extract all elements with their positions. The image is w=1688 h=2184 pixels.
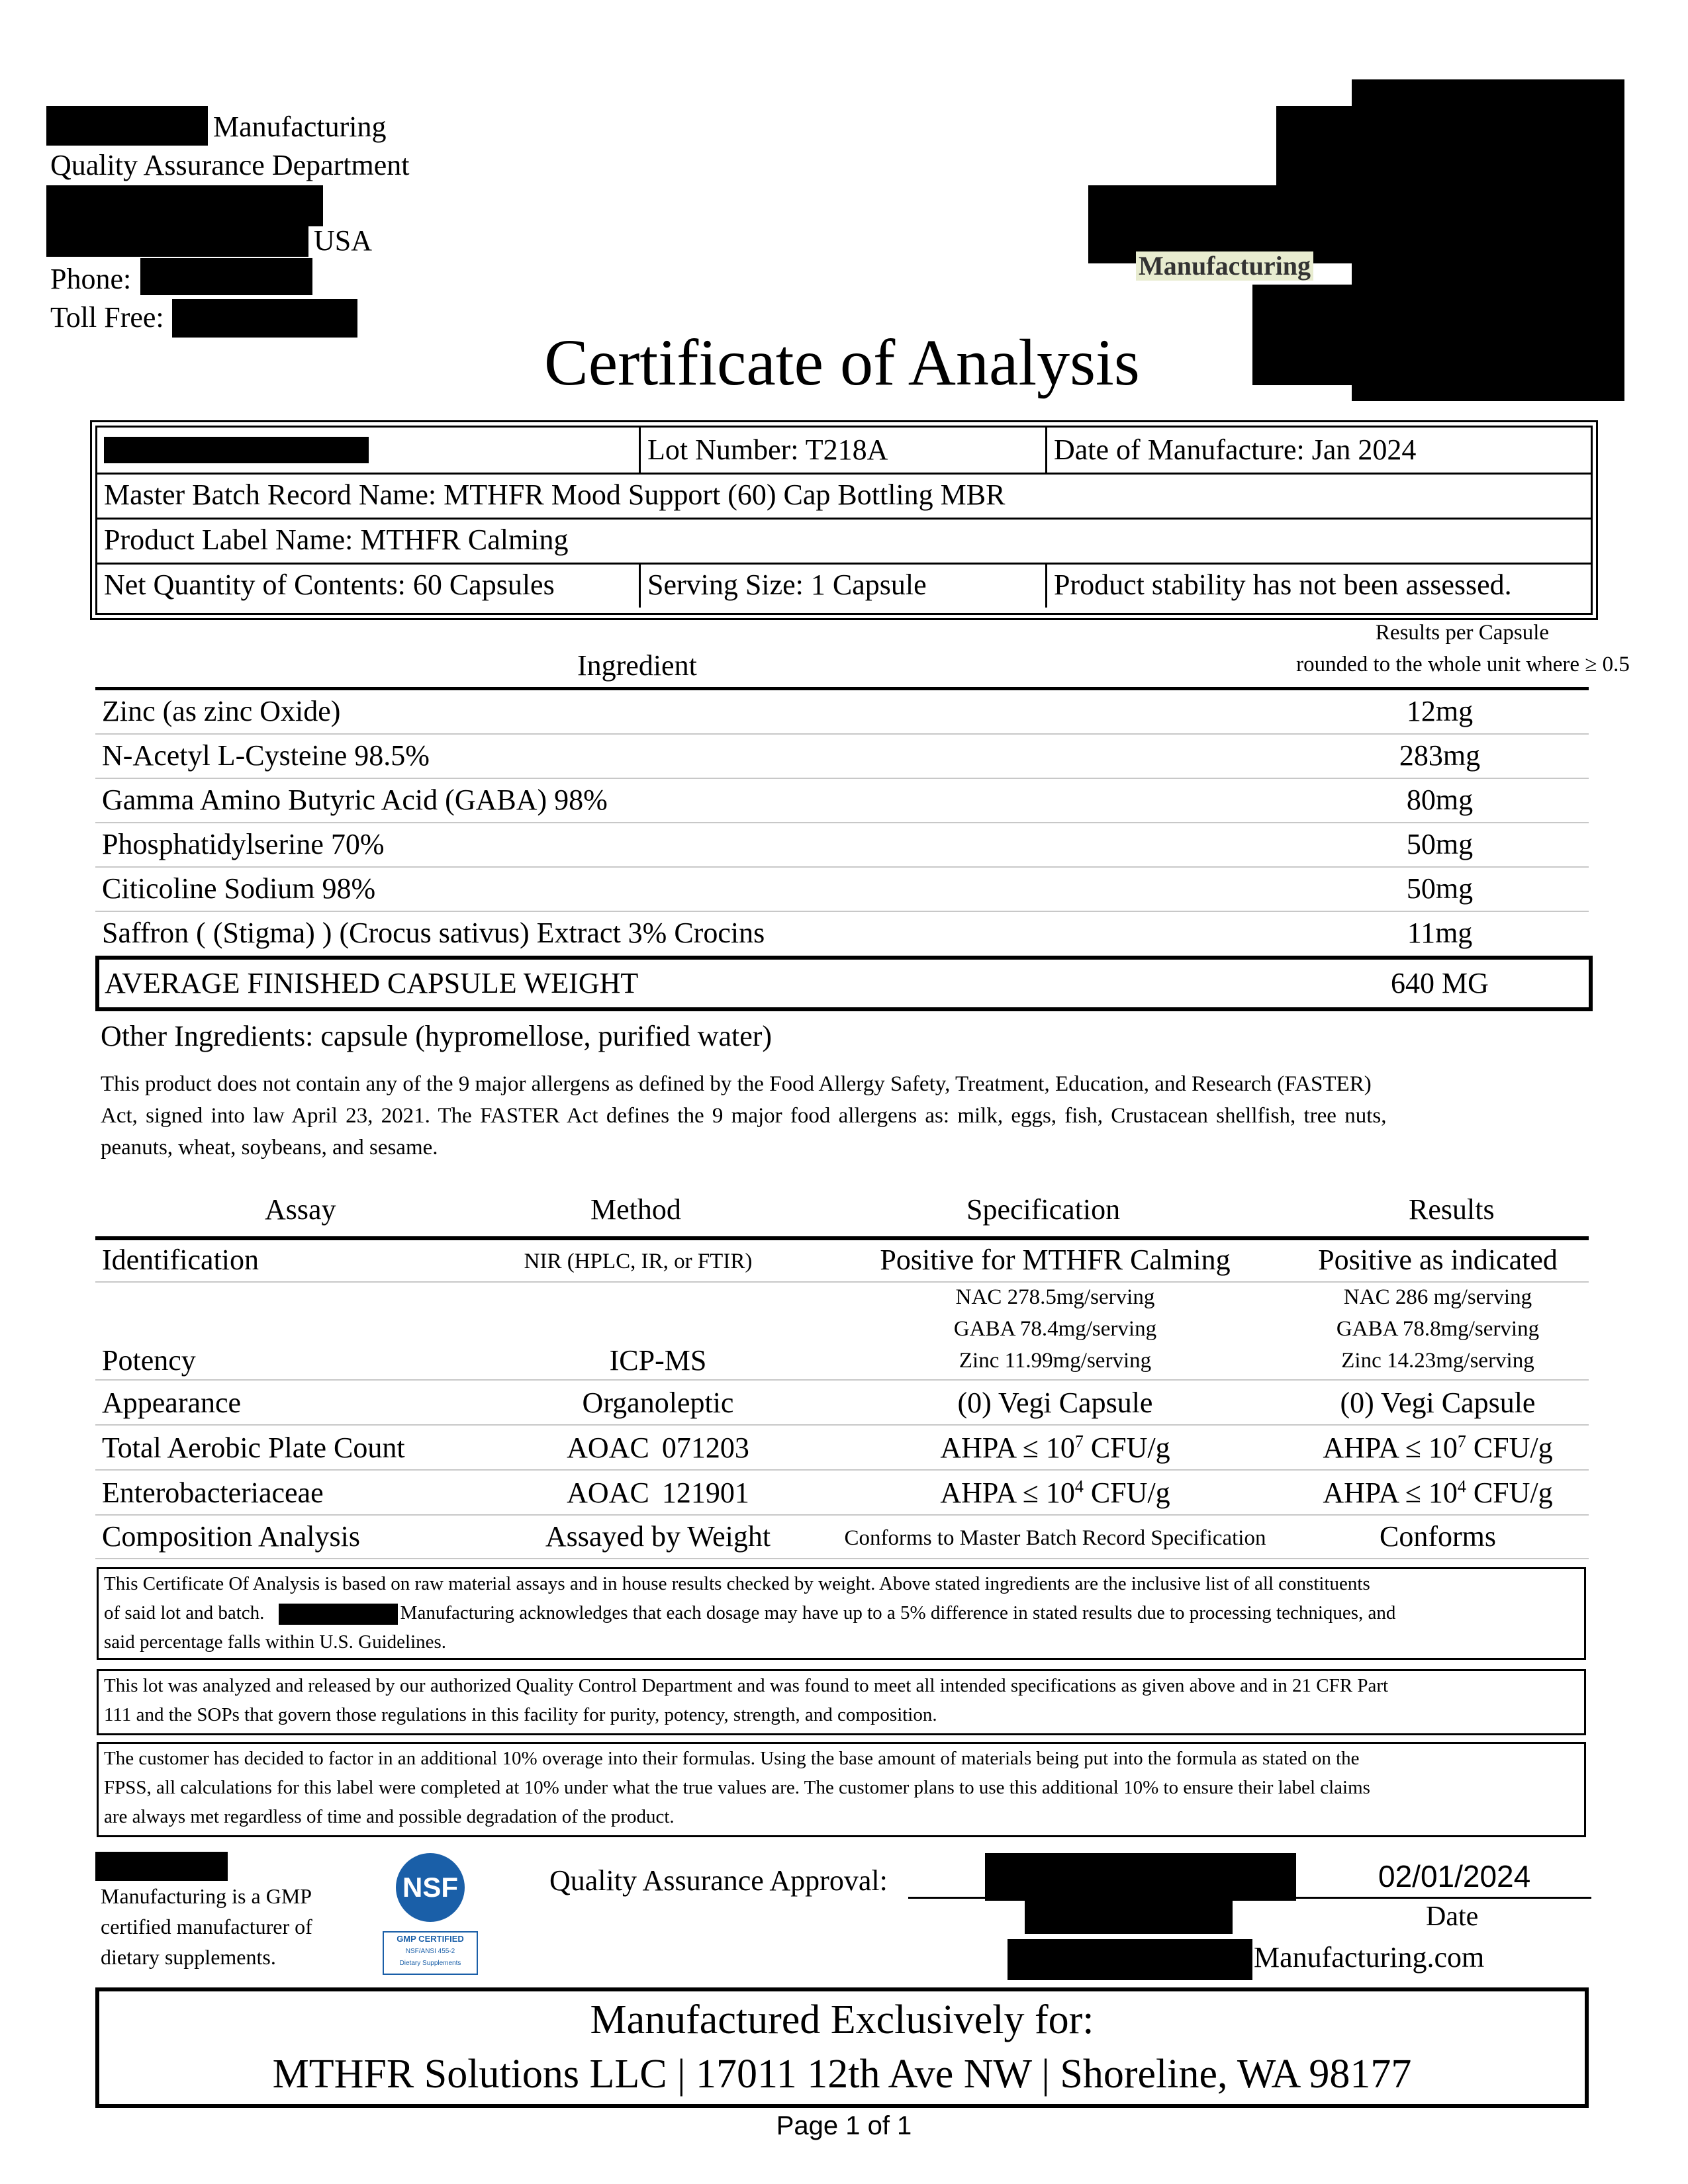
ingredient-amount: 50mg bbox=[1406, 872, 1474, 905]
nsf-badge-line: NSF/ANSI 455-2 bbox=[405, 1948, 455, 1955]
col-ingredient: Ingredient bbox=[577, 649, 697, 682]
note-line: are always met regardless of time and possible degradation of the product. bbox=[104, 1806, 675, 1827]
allergen-line: Act, signed into law April 23, 2021. The FASTER Act defines the 9 major food allergens as: milk, eggs, fish, Crustacean shellfish, tree nuts, bbox=[101, 1104, 1387, 1128]
average-weight-value: 640 MG bbox=[1391, 967, 1489, 999]
col-results-line2: rounded to the whole unit where ≥ 0.5 bbox=[1296, 653, 1630, 676]
result-base: AHPA ≤ 10 bbox=[1323, 1477, 1458, 1509]
note-qc-release bbox=[97, 1669, 1586, 1735]
manufactured-for-box bbox=[95, 1987, 1589, 2108]
col-method: Method bbox=[590, 1193, 681, 1226]
result-base: AHPA ≤ 10 bbox=[1323, 1432, 1458, 1464]
assay-spec: Conforms to Master Batch Record Specification bbox=[844, 1526, 1266, 1550]
ingredient-amount: 50mg bbox=[1406, 828, 1474, 860]
redacted-signature bbox=[985, 1853, 1296, 1901]
col-assay: Assay bbox=[265, 1193, 336, 1226]
potency-result-block bbox=[1287, 1281, 1589, 1377]
ingredient-name: Phosphatidylserine 70% bbox=[102, 828, 385, 860]
mbr-name: Master Batch Record Name: MTHFR Mood Support (60) Cap Bottling MBR bbox=[104, 478, 1006, 511]
note-coa-basis bbox=[97, 1567, 1586, 1660]
other-ingredients: Other Ingredients: capsule (hypromellose, purified water) bbox=[101, 1020, 773, 1052]
assay-method: Organoleptic bbox=[582, 1387, 734, 1419]
average-capsule-weight-row bbox=[95, 956, 1593, 1011]
assay-method: AOAC 121901 bbox=[567, 1477, 749, 1509]
product-info-table bbox=[95, 426, 1593, 615]
spec-unit: CFU/g bbox=[1083, 1432, 1170, 1464]
net-quantity: Net Quantity of Contents: 60 Capsules bbox=[104, 569, 555, 601]
redacted-phone bbox=[140, 258, 312, 295]
product-label-name: Product Label Name: MTHFR Calming bbox=[104, 523, 569, 556]
allergen-line: This product does not contain any of the 9 major allergens as defined by the Food Allergy Safety, Treatment, Education, and Research (FASTER) bbox=[101, 1072, 1372, 1096]
date-label: Date bbox=[1426, 1901, 1479, 1932]
info-row-4 bbox=[97, 563, 1591, 608]
assay-spec: (0) Vegi Capsule bbox=[957, 1387, 1153, 1419]
ingredient-row bbox=[95, 778, 1589, 823]
result-exponent: 7 bbox=[1457, 1432, 1466, 1451]
ingredient-amount: 283mg bbox=[1399, 739, 1481, 772]
gmp-line: dietary supplements. bbox=[101, 1945, 276, 1969]
nsf-badge-line: GMP CERTIFIED bbox=[397, 1934, 464, 1944]
redacted-website-prefix bbox=[1008, 1939, 1252, 1980]
col-specification: Specification bbox=[966, 1193, 1121, 1226]
assay-name: Total Aerobic Plate Count bbox=[102, 1432, 405, 1464]
spec-base: AHPA ≤ 10 bbox=[940, 1477, 1075, 1509]
ingredient-name: Citicoline Sodium 98% bbox=[102, 872, 376, 905]
ingredient-name: N-Acetyl L-Cysteine 98.5% bbox=[102, 739, 430, 772]
assay-method: Assayed by Weight bbox=[545, 1520, 771, 1553]
page-number: Page 1 of 1 bbox=[776, 2111, 912, 2140]
potency-result-line: Zinc 14.23mg/serving bbox=[1341, 1349, 1534, 1373]
assay-row-composition bbox=[95, 1514, 1589, 1559]
note-line: This Certificate Of Analysis is based on raw material assays and in house results checked by weight. Above stated ingredients are the inclusive list of all constituents bbox=[104, 1573, 1370, 1594]
note-line: The customer has decided to factor in an additional 10% overage into their formulas. Using the base amount of materials being put into the formula as stated on the bbox=[104, 1748, 1360, 1769]
ingredient-table-header bbox=[95, 615, 1630, 690]
company-suffix: Manufacturing bbox=[213, 111, 387, 143]
note-overage bbox=[97, 1742, 1586, 1837]
assay-name: Potency bbox=[102, 1344, 196, 1377]
ingredient-row bbox=[95, 866, 1589, 912]
ingredient-amount: 12mg bbox=[1406, 695, 1474, 727]
serving-size: Serving Size: 1 Capsule bbox=[639, 563, 1045, 608]
ingredient-row bbox=[95, 689, 1589, 735]
note-text: Manufacturing acknowledges that each dosage may have up to a 5% difference in stated results due to processing techniques, and bbox=[400, 1602, 1396, 1623]
assay-name: Identification bbox=[102, 1244, 259, 1276]
note-text: of said lot and batch. bbox=[104, 1602, 265, 1623]
redacted-signer-name bbox=[1025, 1899, 1233, 1934]
info-row-3 bbox=[97, 518, 1591, 565]
info-row-2 bbox=[97, 473, 1591, 520]
assay-table-header bbox=[95, 1185, 1589, 1240]
note-line: FPSS, all calculations for this label were completed at 10% under what the true values are. The customer plans to use this additional 10% to ensure their label claims bbox=[104, 1777, 1370, 1798]
result-unit: CFU/g bbox=[1466, 1477, 1553, 1509]
assay-method: NIR (HPLC, IR, or FTIR) bbox=[524, 1250, 753, 1273]
redacted-company-name bbox=[46, 106, 208, 146]
redacted-logo-bottom2 bbox=[1252, 285, 1624, 385]
assay-spec: Positive for MTHFR Calming bbox=[880, 1244, 1231, 1276]
department-name: Quality Assurance Department bbox=[50, 149, 410, 181]
assay-result: Positive as indicated bbox=[1318, 1244, 1558, 1276]
potency-spec-block bbox=[757, 1281, 1353, 1377]
assay-result bbox=[1287, 1431, 1589, 1465]
redacted-company-gmp bbox=[95, 1852, 228, 1881]
website-suffix: Manufacturing.com bbox=[1254, 1941, 1485, 1974]
average-weight-label: AVERAGE FINISHED CAPSULE WEIGHT bbox=[105, 967, 639, 999]
country: USA bbox=[314, 224, 373, 257]
nsf-badge bbox=[383, 1931, 478, 1975]
lot-number: Lot Number: T218A bbox=[639, 428, 1045, 473]
potency-spec-line: GABA 78.4mg/serving bbox=[953, 1317, 1157, 1341]
assay-row-appearance bbox=[95, 1379, 1589, 1426]
customer-address: MTHFR Solutions LLC | 17011 12th Ave NW | Shoreline, WA 98177 bbox=[272, 2052, 1412, 2097]
potency-result-line: NAC 286 mg/serving bbox=[1343, 1285, 1532, 1309]
toll-free-label: Toll Free: bbox=[50, 301, 164, 334]
potency-spec-line: NAC 278.5mg/serving bbox=[955, 1285, 1155, 1309]
spec-exponent: 7 bbox=[1074, 1432, 1084, 1451]
spec-base: AHPA ≤ 10 bbox=[940, 1432, 1075, 1464]
note-line: 111 and the SOPs that govern those regulations in this facility for purity, potency, strength, and composition. bbox=[104, 1704, 937, 1725]
date-of-manufacture: Date of Manufacture: Jan 2024 bbox=[1045, 428, 1591, 473]
ingredient-amount: 80mg bbox=[1406, 784, 1474, 816]
ingredient-row bbox=[95, 733, 1589, 779]
ingredient-row bbox=[95, 822, 1589, 868]
assay-row-potency bbox=[95, 1281, 1589, 1381]
assay-name: Appearance bbox=[102, 1387, 242, 1419]
assay-result: Conforms bbox=[1380, 1520, 1496, 1553]
allergen-statement bbox=[101, 1068, 1386, 1163]
approval-date: 02/01/2024 bbox=[1378, 1859, 1531, 1893]
spec-exponent: 4 bbox=[1074, 1477, 1084, 1496]
assay-result bbox=[1287, 1476, 1589, 1510]
potency-result-line: GABA 78.8mg/serving bbox=[1336, 1317, 1540, 1341]
manufactured-for-label: Manufactured Exclusively for: bbox=[590, 1997, 1094, 2042]
redacted-address-line2 bbox=[46, 225, 308, 257]
ingredient-amount: 11mg bbox=[1407, 917, 1473, 949]
assay-result: (0) Vegi Capsule bbox=[1340, 1387, 1536, 1419]
redacted-logo-left bbox=[1276, 106, 1624, 185]
ingredient-name: Zinc (as zinc Oxide) bbox=[102, 695, 341, 727]
col-results: Results bbox=[1409, 1193, 1495, 1226]
redacted-address-line1 bbox=[46, 185, 323, 226]
ingredient-name: Saffron ( (Stigma) ) (Crocus sativus) Extract 3% Crocins bbox=[102, 917, 765, 949]
assay-method: AOAC 071203 bbox=[567, 1432, 749, 1464]
gmp-line: Manufacturing is a GMP bbox=[101, 1884, 312, 1908]
result-unit: CFU/g bbox=[1466, 1432, 1553, 1464]
redacted-toll-free bbox=[172, 299, 357, 338]
note-line: said percentage falls within U.S. Guidelines. bbox=[104, 1631, 447, 1653]
nsf-badge-line: Dietary Supplements bbox=[399, 1960, 461, 1967]
qa-approval-label: Quality Assurance Approval: bbox=[549, 1864, 888, 1897]
potency-spec-line: Zinc 11.99mg/serving bbox=[959, 1349, 1152, 1373]
ingredient-row bbox=[95, 911, 1589, 955]
info-row-1 bbox=[97, 428, 1591, 475]
note-line: This lot was analyzed and released by our authorized Quality Control Department and was found to meet all intended specifications as given above and in 21 CFR Part bbox=[104, 1675, 1389, 1696]
col-results-line1: Results per Capsule bbox=[1375, 621, 1550, 645]
assay-row-identification bbox=[95, 1240, 1589, 1283]
stability-note: Product stability has not been assessed. bbox=[1045, 563, 1591, 608]
assay-spec bbox=[757, 1476, 1353, 1510]
nsf-text: NSF bbox=[402, 1872, 458, 1903]
redacted-product-id bbox=[104, 437, 369, 463]
result-exponent: 4 bbox=[1457, 1477, 1466, 1496]
assay-spec bbox=[757, 1431, 1353, 1465]
phone-label: Phone: bbox=[50, 263, 132, 295]
nsf-circle-icon bbox=[396, 1853, 465, 1922]
gmp-statement bbox=[101, 1881, 312, 1972]
allergen-line: peanuts, wheat, soybeans, and sesame. bbox=[101, 1136, 438, 1160]
nsf-certification-logo bbox=[383, 1853, 478, 1975]
assay-method: ICP-MS bbox=[609, 1344, 707, 1377]
ingredient-name: Gamma Amino Butyric Acid (GABA) 98% bbox=[102, 784, 608, 816]
page-title: Certificate of Analysis bbox=[544, 326, 1140, 399]
note-line bbox=[104, 1598, 1579, 1627]
assay-name: Composition Analysis bbox=[102, 1520, 360, 1553]
redacted-company-inline bbox=[279, 1604, 398, 1625]
assay-name: Enterobacteriaceae bbox=[102, 1477, 324, 1509]
spec-unit: CFU/g bbox=[1083, 1477, 1170, 1509]
assay-row-enterobacteriaceae bbox=[95, 1469, 1589, 1516]
logo-text: Manufacturing bbox=[1136, 251, 1313, 281]
assay-row-aerobic-plate-count bbox=[95, 1424, 1589, 1471]
gmp-line: certified manufacturer of bbox=[101, 1915, 312, 1938]
